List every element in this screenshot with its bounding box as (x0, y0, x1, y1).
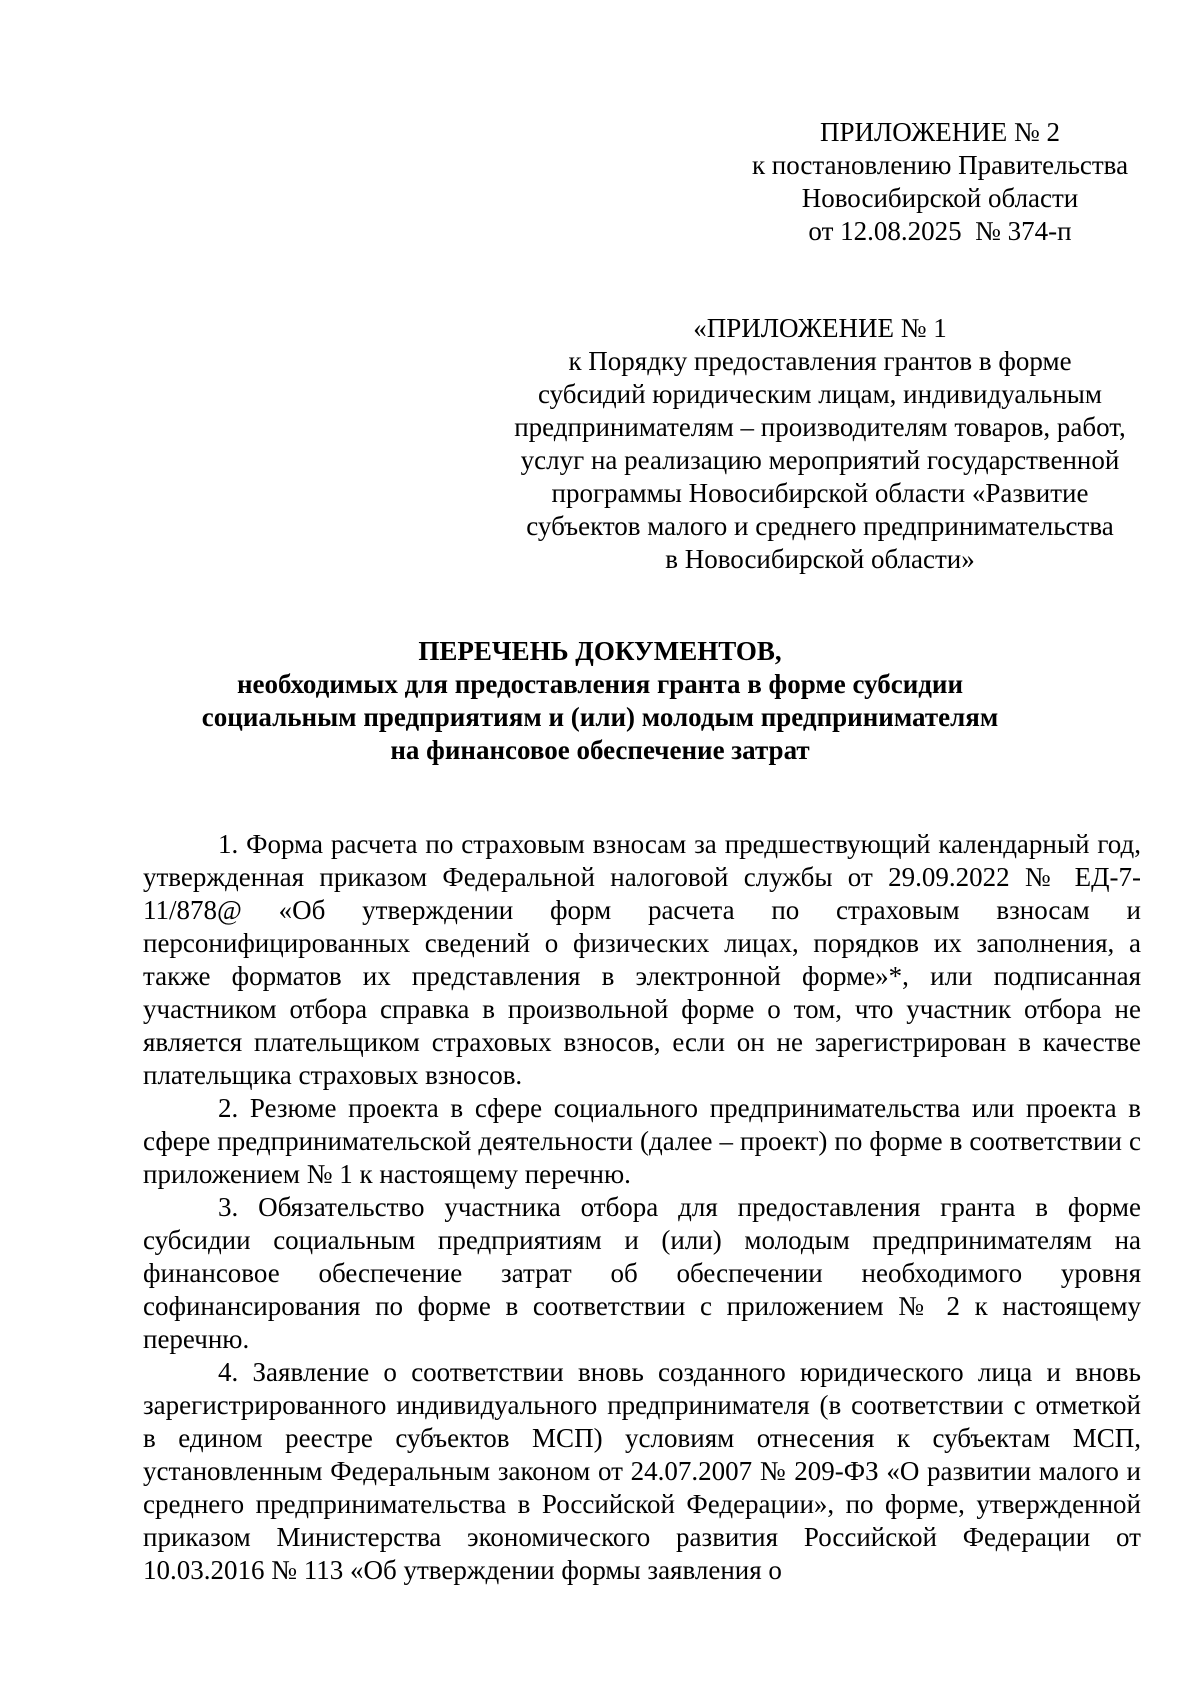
annex-2-header (740, 116, 1140, 248)
annex-1-header (480, 312, 1160, 576)
annex-2-line: ПРИЛОЖЕНИЕ № 2 (819, 117, 1061, 147)
annex-1-line: программы Новосибирской области «Развитие (551, 478, 1089, 508)
document-body (143, 828, 1141, 1587)
title-line: социальным предприятиям и (или) молодым предпринимателям (201, 702, 999, 732)
title-line: ПЕРЕЧЕНЬ ДОКУМЕНТОВ, (418, 636, 782, 666)
annex-1-line: к Порядку предоставления грантов в форме (568, 346, 1072, 376)
annex-1-line: услуг на реализацию мероприятий государственной (520, 445, 1120, 475)
annex-1-line: субсидий юридическим лицам, индивидуальным (537, 379, 1103, 409)
annex-1-line: субъектов малого и среднего предпринимательства (526, 511, 1114, 541)
paragraph-1: 1. Форма расчета по страховым взносам за предшествующий календарный год, утвержденная приказом Федеральной налоговой службы от 29.09.2022 № ЕД-7-11/878@ «Об утверждении форм расчета по страховым взносам и персонифицированных сведений о физических лицах, порядков их заполнения, а также форматов их представления в электронной форме»*, или подписанная участником отбора справка в произвольной форме о том, что участник отбора не является плательщиком страховых взносов, если он не зарегистрирован в качестве плательщика страховых взносов. (143, 829, 1141, 1090)
annex-1-line: «ПРИЛОЖЕНИЕ № 1 (693, 313, 947, 343)
annex-2-line: к постановлению Правительства (751, 150, 1129, 180)
title-line: на финансовое обеспечение затрат (390, 735, 810, 765)
title-line: необходимых для предоставления гранта в форме субсидии (236, 669, 964, 699)
paragraph-4: 4. Заявление о соответствии вновь созданного юридического лица и вновь зарегистрированного индивидуального предпринимателя (в соответствии с отметкой в едином реестре субъектов МСП) условиям отнесения к субъектам МСП, установленным Федеральным законом от 24.07.2007 № 209-ФЗ «О развитии малого и среднего предпринимательства в Российской Федерации», по форме, утвержденной приказом Министерства экономического развития Российской Федерации от 10.03.2016 № 113 «Об утверждении формы заявления о (143, 1357, 1141, 1585)
document-title (100, 635, 1100, 767)
annex-2-date-number: от 12.08.2025 № 374-п (808, 216, 1072, 246)
paragraph-2: 2. Резюме проекта в сфере социального предпринимательства или проекта в сфере предпринимательской деятельности (далее – проект) по форме в соответствии с приложением № 1 к настоящему перечню. (143, 1093, 1141, 1189)
annex-1-line: предпринимателям – производителям товаров, работ, (514, 412, 1126, 442)
annex-1-line: в Новосибирской области» (665, 544, 975, 574)
annex-2-line: Новосибирской области (801, 183, 1079, 213)
paragraph-3: 3. Обязательство участника отбора для предоставления гранта в форме субсидии социальным предприятиям и (или) молодым предпринимателям на финансовое обеспечение затрат об обеспечении необходимого уровня софинансирования по форме в соответствии с приложением № 2 к настоящему перечню. (143, 1192, 1141, 1354)
